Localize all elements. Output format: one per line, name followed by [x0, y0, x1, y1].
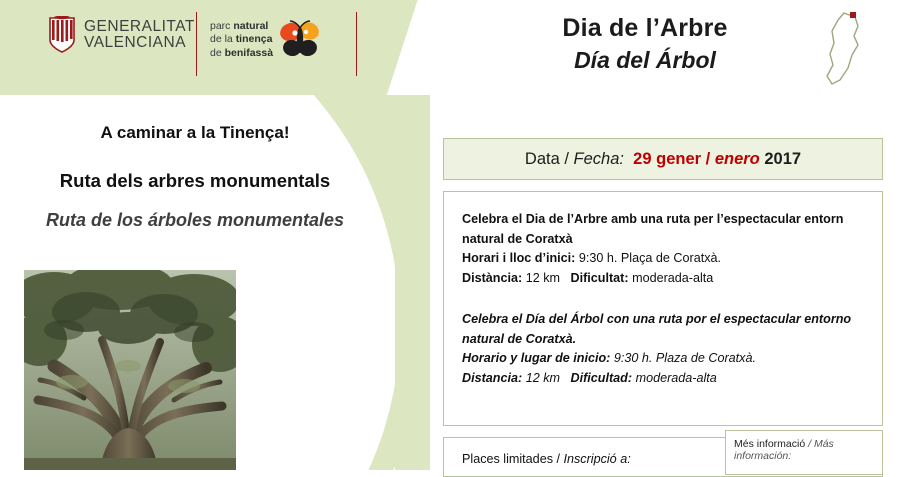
description-box: [443, 191, 883, 426]
label-schedule-va: Horari i lloc d’inici:: [462, 251, 576, 266]
description-va-intro: Celebra el Dia de l’Arbre amb una ruta per l’espectacular entorn natural de Coratxà: [462, 212, 844, 246]
description-es-distance-difficulty: [462, 369, 864, 389]
label-schedule-es: Horario y lugar de inicio:: [462, 351, 611, 366]
registration-label-spanish: Inscripció a:: [563, 452, 631, 466]
date-text: [525, 150, 801, 169]
description-spanish: [462, 310, 864, 388]
gva-shield-icon: [48, 16, 76, 54]
value-difficulty-es: moderada-alta: [635, 370, 717, 385]
value-difficulty-va: moderada-alta: [632, 270, 714, 285]
value-distance-es: 12 km: [525, 370, 560, 385]
gva-wordmark: [84, 19, 195, 52]
header-divider-right: [356, 12, 357, 76]
date-value-valencian: 29 gener: [633, 149, 702, 168]
butterfly-icon: [279, 20, 321, 60]
label-difficulty-va: Dificultat:: [570, 270, 629, 285]
date-label-separator: /: [559, 149, 574, 168]
left-content: [0, 95, 400, 470]
route-title-valencian: Ruta dels arbres monumentals: [59, 170, 331, 191]
parc-line3-a: de: [210, 46, 225, 59]
left-panel: [0, 95, 430, 470]
poster-title: [480, 14, 810, 74]
headline-invitation: A caminar a la Tinença!: [100, 123, 290, 142]
label-difficulty-es: Dificultad:: [570, 370, 633, 385]
parc-line3-b: benifassà: [224, 46, 274, 59]
value-schedule-va: 9:30 h. Plaça de Coratxà.: [578, 251, 721, 266]
label-distance-va: Distància:: [462, 270, 523, 285]
description-es-intro: Celebra el Día del Árbol con una ruta por el espectacular entorno natural de Coratxà.: [462, 312, 852, 346]
date-box: [443, 138, 883, 180]
parc-line1-a: parc: [210, 20, 234, 33]
parc-line2-a: de la: [210, 33, 236, 46]
title-valencian: Dia de l’Arbre: [562, 14, 728, 42]
more-info-separator: /: [805, 438, 814, 450]
title-spanish: Día del Árbol: [574, 47, 716, 73]
route-title-spanish: Ruta de los árboles monumentales: [45, 210, 345, 230]
value-distance-va: 12 km: [525, 270, 560, 285]
valencia-region-map-icon: [814, 10, 872, 88]
date-value-spanish: enero: [714, 149, 760, 168]
registration-label-valencian: Places limitades /: [462, 452, 564, 466]
description-va-schedule: [462, 249, 864, 269]
parc-natural-logo: [210, 20, 321, 60]
parc-natural-wordmark: [210, 20, 273, 59]
parc-line1-b: natural: [233, 20, 269, 33]
label-distance-es: Distancia:: [462, 370, 523, 385]
right-panel: [430, 95, 900, 470]
more-info-label-valencian: Més informació: [734, 438, 806, 450]
generalitat-valenciana-logo: [48, 16, 195, 54]
header-divider-left: [196, 12, 197, 76]
gva-line1: GENERALITAT: [84, 17, 195, 35]
description-es-schedule: [462, 349, 864, 369]
more-info-text: [734, 438, 882, 462]
more-info-box: [725, 430, 883, 475]
description-va-distance-difficulty: [462, 269, 864, 289]
monumental-tree-photo: [24, 270, 236, 470]
date-value-separator: /: [701, 149, 715, 168]
date-label-spanish: Fecha:: [573, 149, 624, 168]
page-header: [0, 0, 900, 95]
gva-line2: VALENCIANA: [84, 34, 187, 51]
date-year: 2017: [764, 149, 802, 168]
description-valencian: [462, 210, 864, 288]
date-label-valencian: Data: [524, 149, 560, 168]
more-info-label-spanish: Más información:: [734, 438, 834, 462]
parc-line2-b: tinença: [235, 33, 273, 46]
value-schedule-es: 9:30 h. Plaza de Coratxà.: [613, 351, 756, 366]
